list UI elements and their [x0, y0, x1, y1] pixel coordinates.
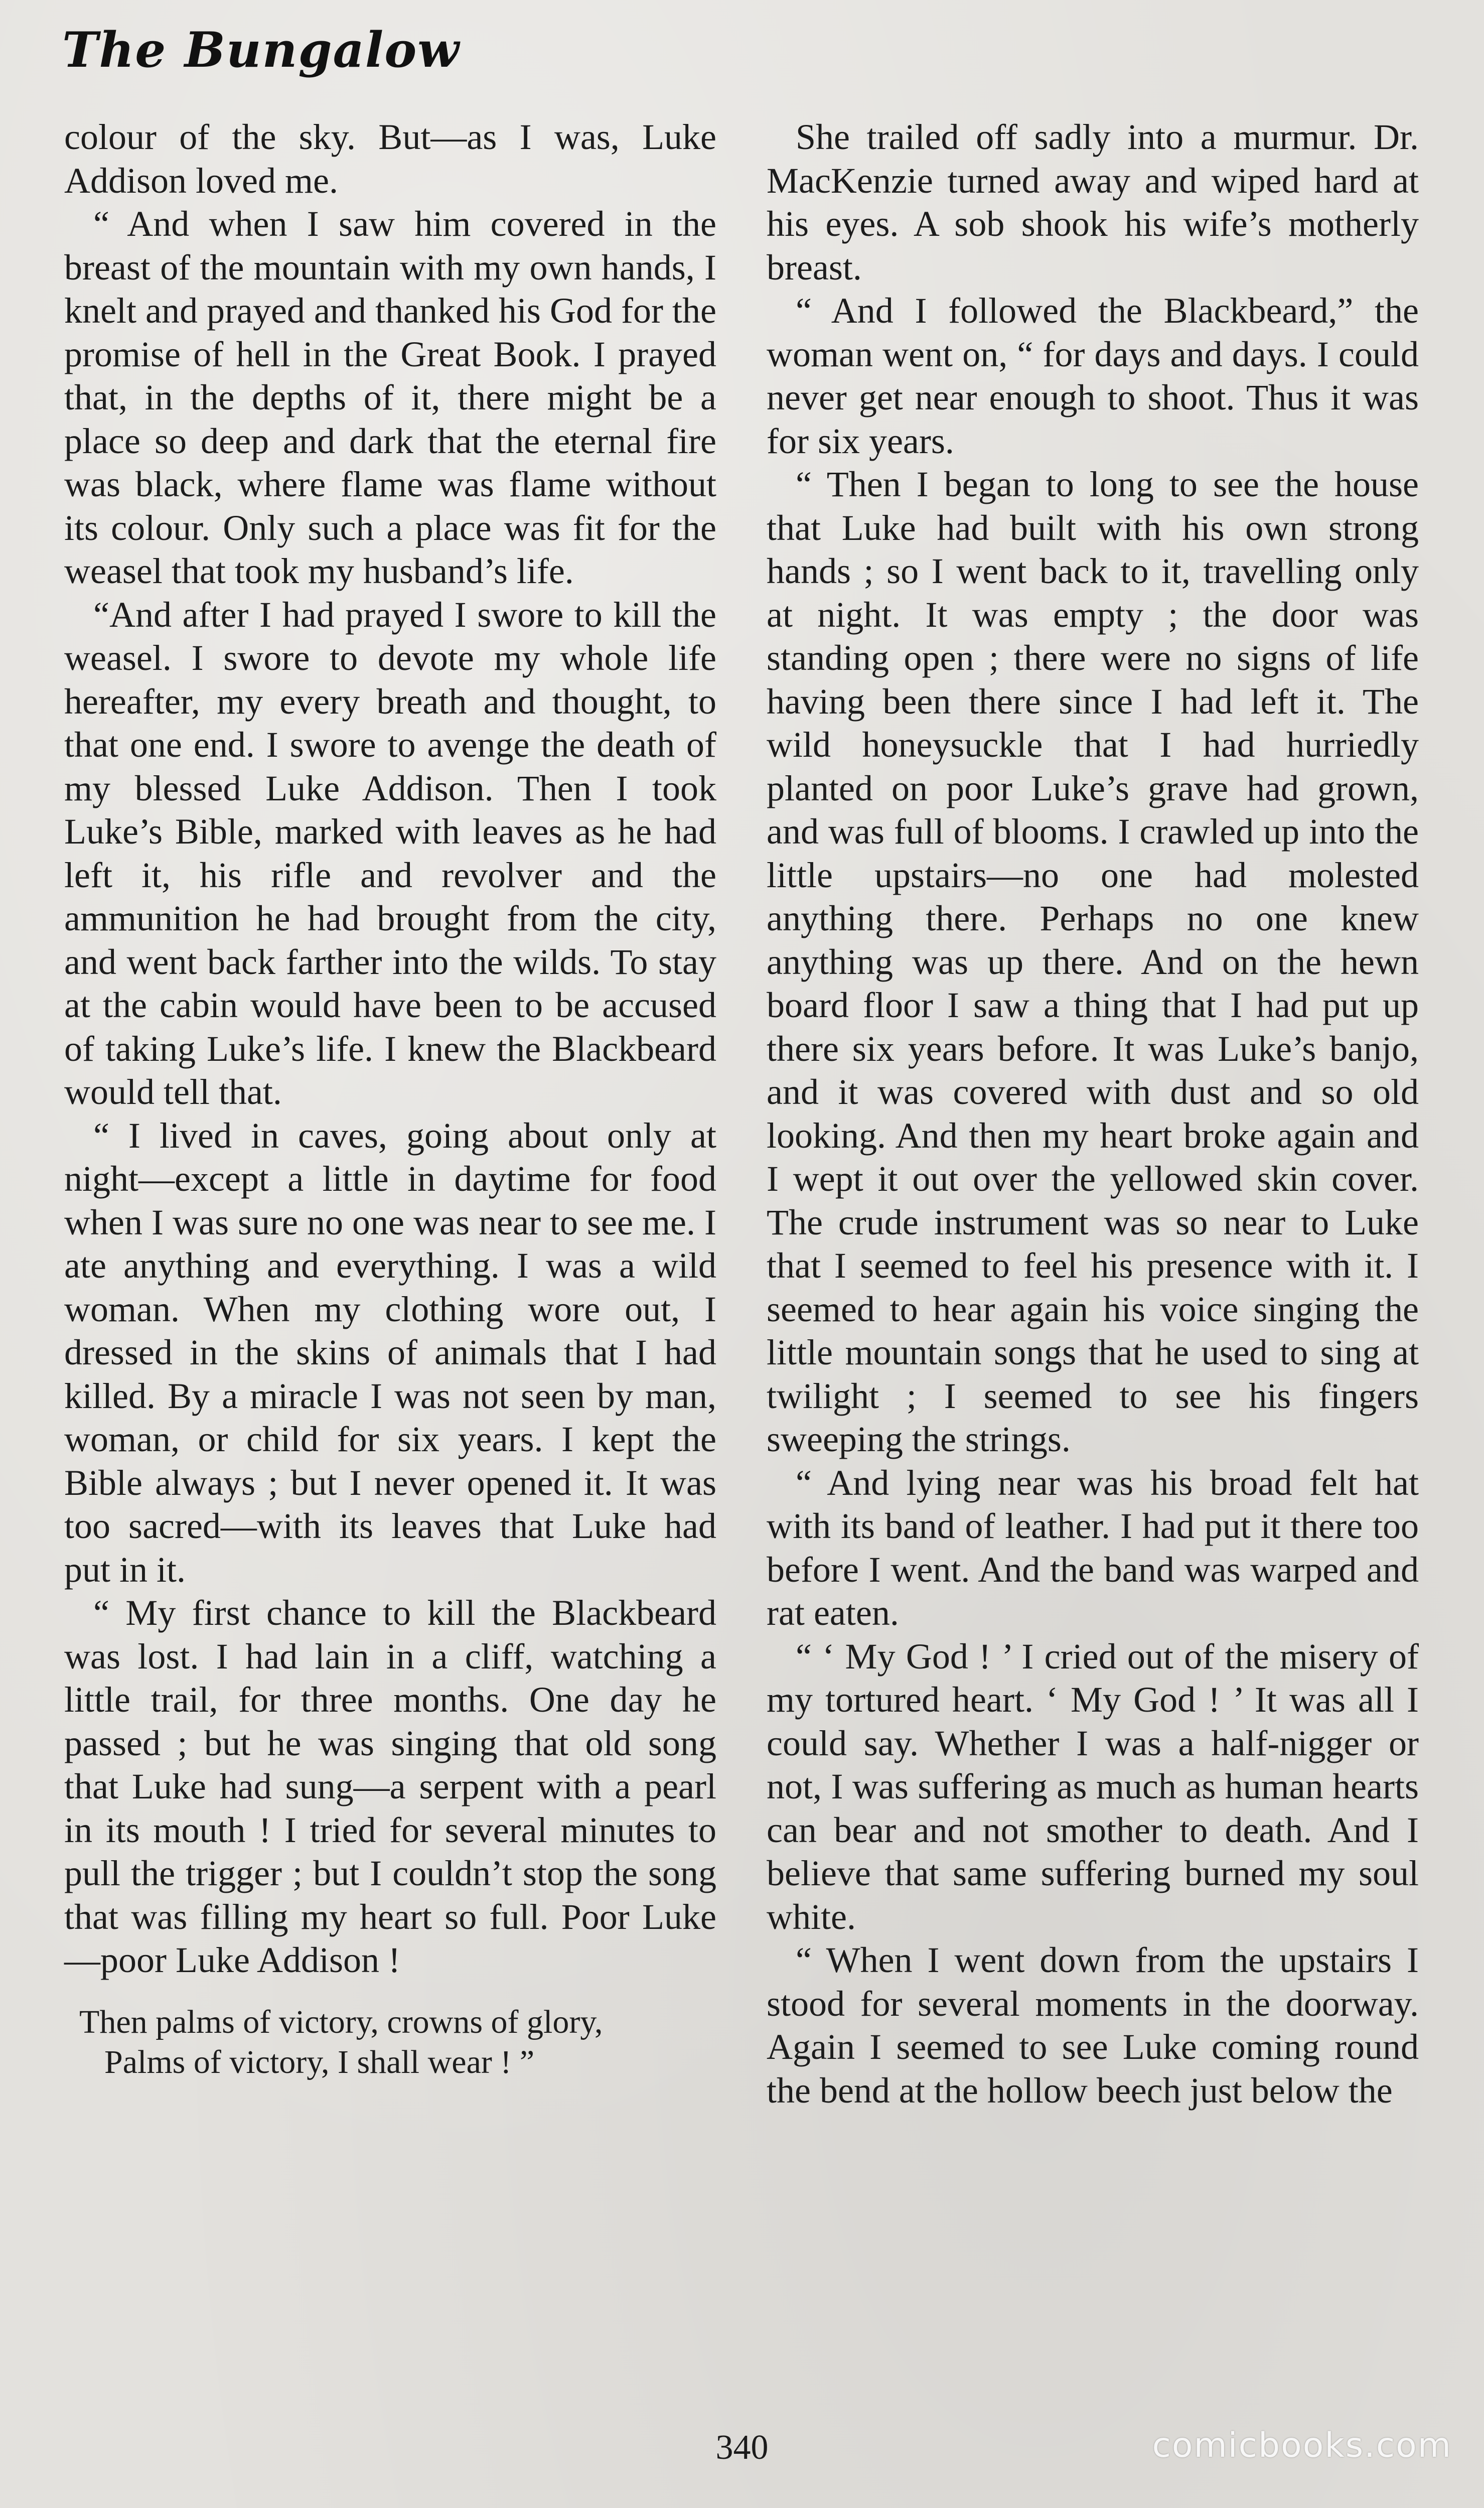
left-paragraph-1: colour of the sky. But—as I was, Luke Addison loved me. — [64, 117, 716, 201]
right-paragraph-4: “ And lying near was his broad felt hat with its band of leather. I had put it there too before I went. And the band was warped and rat eaten. — [767, 1462, 1419, 1633]
left-paragraph-3: “And after I had prayed I swore to kill the weasel. I swore to devote my whole life hereafter, my every breath and thought, to that one end. I swore to avenge the death of my blessed Luke Addison. Then I took Luke’s Bible, marked with leaves as he had left it, his rifle and revolver and the ammunition he had brought from the city, and went back farther into the wilds. To stay at the cabin would have been to be accused of taking Luke’s life. I knew the Blackbeard would tell that. — [64, 594, 716, 1112]
song-verse — [64, 2002, 716, 2082]
left-paragraph-2: “ And when I saw him covered in the breast of the mountain with my own hands, I knelt and prayed and thanked his God for the promise of hell in the Great Book. I prayed that, in the depths of it, there might be a place so deep and dark that the eternal fire was black, where flame was flame without its colour. Only such a place was fit for the weasel that took my husband’s life. — [64, 204, 716, 591]
page-number: 340 — [715, 2428, 769, 2467]
site-watermark: comicbooks.com — [1152, 2426, 1452, 2465]
left-paragraph-4: “ I lived in caves, going about only at night—except a little in daytime for food when I was sure no one was near to see me. I ate anything and everything. I was a wild woman. When my clothing wore out, I dressed in the skins of animals that I had killed. By a miracle I was not seen by man, woman, or child for six years. I kept the Bible always ; but I never opened it. It was too sacred—with its leaves that Luke had put in it. — [64, 1115, 716, 1590]
running-head: The Bungalow — [62, 22, 460, 78]
right-paragraph-1: She trailed off sadly into a murmur. Dr. MacKenzie turned away and wiped hard at his eyes. A sob shook his wife’s motherly breast. — [767, 117, 1419, 288]
right-paragraph-6: “ When I went down from the upstairs I stood for several moments in the doorway. Again I seemed to see Luke coming round the bend at the hollow beech just below the — [767, 1940, 1419, 2111]
song-verse-line-2: Palms of victory, I shall wear ! ” — [104, 2043, 535, 2080]
left-column — [64, 115, 716, 2082]
song-verse-line-1: Then palms of victory, crowns of glory, — [79, 2003, 603, 2040]
right-paragraph-3: “ Then I began to long to see the house that Luke had built with his own strong hands ; so I went back to it, travelling only at night. It was empty ; the door was standing open ; there were no signs of life having been there since I had left it. The wild honeysuckle that I had hurriedly planted on poor Luke’s grave had grown, and was full of blooms. I crawled up into the little upstairs—no one had molested anything there. Perhaps no one knew anything was up there. And on the hewn board floor I saw a thing that I had put up there six years before. It was Luke’s banjo, and it was covered with dust and so old looking. And then my heart broke again and I wept it out over the yellowed skin cover. The crude instrument was so near to Luke that I seemed to feel his presence with it. I seemed to hear again his voice singing the little mountain songs that he used to sing at twilight ; I seemed to see his fingers sweeping the strings. — [767, 464, 1419, 1459]
right-paragraph-5: “ ‘ My God ! ’ I cried out of the misery of my tortured heart. ‘ My God ! ’ It was all I could say. Whether I was a half-nigger or not, I was suffering as much as human hearts can bear and not smother to death. And I believe that same suffering burned my soul white. — [767, 1636, 1419, 1937]
right-paragraph-2: “ And I followed the Blackbeard,” the woman went on, “ for days and days. I could never get near enough to shoot. Thus it was for six years. — [767, 291, 1419, 461]
left-paragraph-5: “ My first chance to kill the Blackbeard was lost. I had lain in a cliff, watching a little trail, for three months. One day he passed ; but he was singing that old song that Luke had sung—a serpent with a pearl in its mouth ! I tried for several minutes to pull the trigger ; but I couldn’t stop the song that was filling my heart so full. Poor Luke—poor Luke Addison ! — [64, 1593, 716, 1980]
right-column — [767, 115, 1419, 2112]
